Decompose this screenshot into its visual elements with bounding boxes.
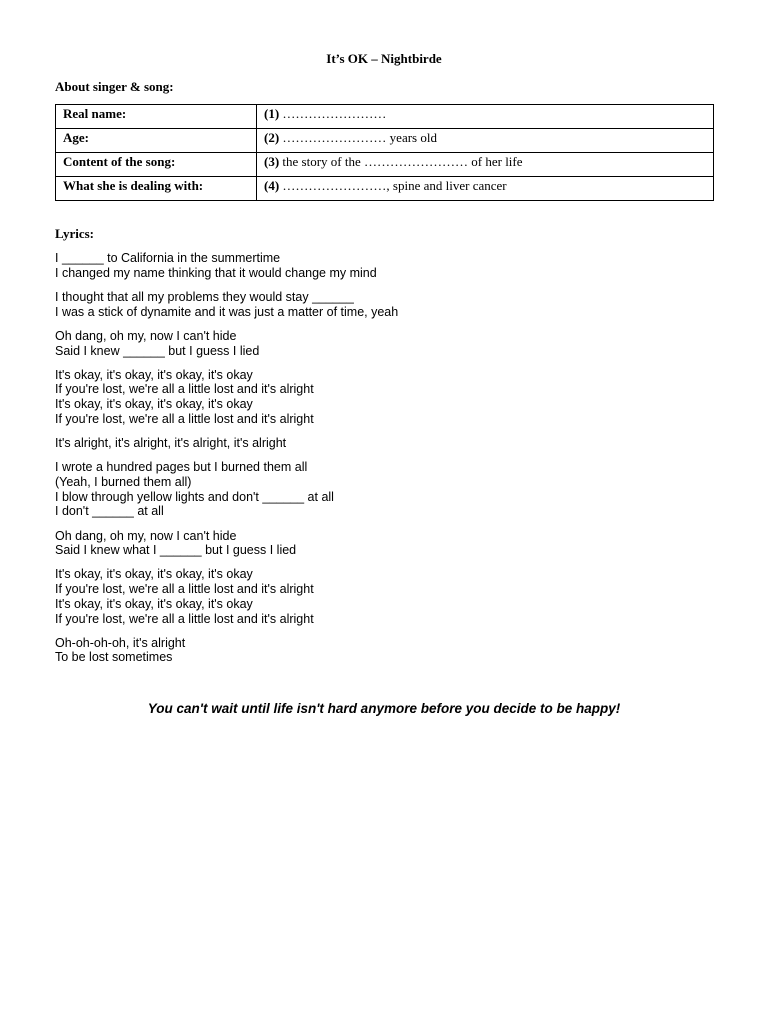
lyric-line: (Yeah, I burned them all) bbox=[55, 474, 192, 489]
lyric-line: I don't ______ at all bbox=[55, 504, 164, 519]
page-title: It’s OK – Nightbirde bbox=[326, 51, 442, 66]
lyrics-stanza bbox=[55, 529, 705, 558]
info-value bbox=[257, 153, 714, 177]
motivational-quote: You can't wait until life isn't hard anymore before you decide to be happy! bbox=[147, 701, 621, 716]
lyrics-stanza bbox=[55, 329, 705, 358]
info-number: (2) bbox=[264, 130, 280, 145]
info-label: Age: bbox=[56, 129, 257, 153]
lyrics-stanza bbox=[55, 636, 705, 665]
info-table bbox=[55, 104, 714, 201]
lyrics-stanza bbox=[55, 436, 705, 451]
info-label: Content of the song: bbox=[56, 153, 257, 177]
info-row-age bbox=[56, 129, 714, 153]
lyrics-stanza bbox=[55, 460, 705, 519]
lyric-line: I thought that all my problems they would stay ______ bbox=[55, 289, 354, 304]
lyric-line: I blow through yellow lights and don't ______ at all bbox=[55, 489, 334, 504]
lyric-line: Oh dang, oh my, now I can't hide bbox=[55, 328, 237, 343]
info-blank: …………………… bbox=[279, 106, 387, 121]
lyric-line: Said I knew what I ______ but I guess I lied bbox=[55, 543, 297, 558]
info-value bbox=[257, 177, 714, 201]
info-label: Real name: bbox=[56, 105, 257, 129]
lyric-line: I was a stick of dynamite and it was just a matter of time, yeah bbox=[55, 304, 399, 319]
lyric-line: If you're lost, we're all a little lost and it's alright bbox=[55, 382, 314, 397]
lyric-line: I changed my name thinking that it would change my mind bbox=[55, 265, 377, 280]
lyric-line: It's alright, it's alright, it's alright, it's alright bbox=[55, 436, 287, 451]
lyric-line: It's okay, it's okay, it's okay, it's okay bbox=[55, 596, 253, 611]
lyrics-stanza bbox=[55, 251, 705, 280]
lyrics-stanza bbox=[55, 368, 705, 427]
lyrics-stanza bbox=[55, 567, 705, 626]
info-blank: ……………………, spine and liver cancer bbox=[279, 178, 507, 193]
lyric-line: It's okay, it's okay, it's okay, it's okay bbox=[55, 367, 253, 382]
lyric-line: Oh dang, oh my, now I can't hide bbox=[55, 528, 237, 543]
about-heading: About singer & song: bbox=[55, 79, 174, 94]
lyric-line: If you're lost, we're all a little lost and it's alright bbox=[55, 582, 314, 597]
info-label: What she is dealing with: bbox=[56, 177, 257, 201]
lyric-line: Oh-oh-oh-oh, it's alright bbox=[55, 635, 186, 650]
lyric-line: If you're lost, we're all a little lost and it's alright bbox=[55, 411, 314, 426]
info-row-dealing-with bbox=[56, 177, 714, 201]
lyrics-stanza bbox=[55, 290, 705, 319]
lyric-line: It's okay, it's okay, it's okay, it's okay bbox=[55, 397, 253, 412]
lyrics-body bbox=[55, 251, 705, 675]
lyric-line: Said I knew ______ but I guess I lied bbox=[55, 343, 260, 358]
info-value bbox=[257, 105, 714, 129]
lyric-line: I wrote a hundred pages but I burned them all bbox=[55, 460, 308, 475]
lyric-line: I ______ to California in the summertime bbox=[55, 251, 281, 265]
info-blank: …………………… years old bbox=[279, 130, 437, 145]
lyric-line: If you're lost, we're all a little lost and it's alright bbox=[55, 611, 314, 626]
lyric-line: To be lost sometimes bbox=[55, 650, 173, 665]
info-blank: the story of the …………………… of her life bbox=[279, 154, 523, 169]
info-number: (1) bbox=[264, 106, 280, 121]
info-row-content bbox=[56, 153, 714, 177]
info-row-real-name bbox=[56, 105, 714, 129]
info-number: (4) bbox=[264, 178, 280, 193]
lyrics-heading: Lyrics: bbox=[55, 226, 94, 241]
info-value bbox=[257, 129, 714, 153]
info-number: (3) bbox=[264, 154, 280, 169]
lyric-line: It's okay, it's okay, it's okay, it's okay bbox=[55, 567, 253, 582]
